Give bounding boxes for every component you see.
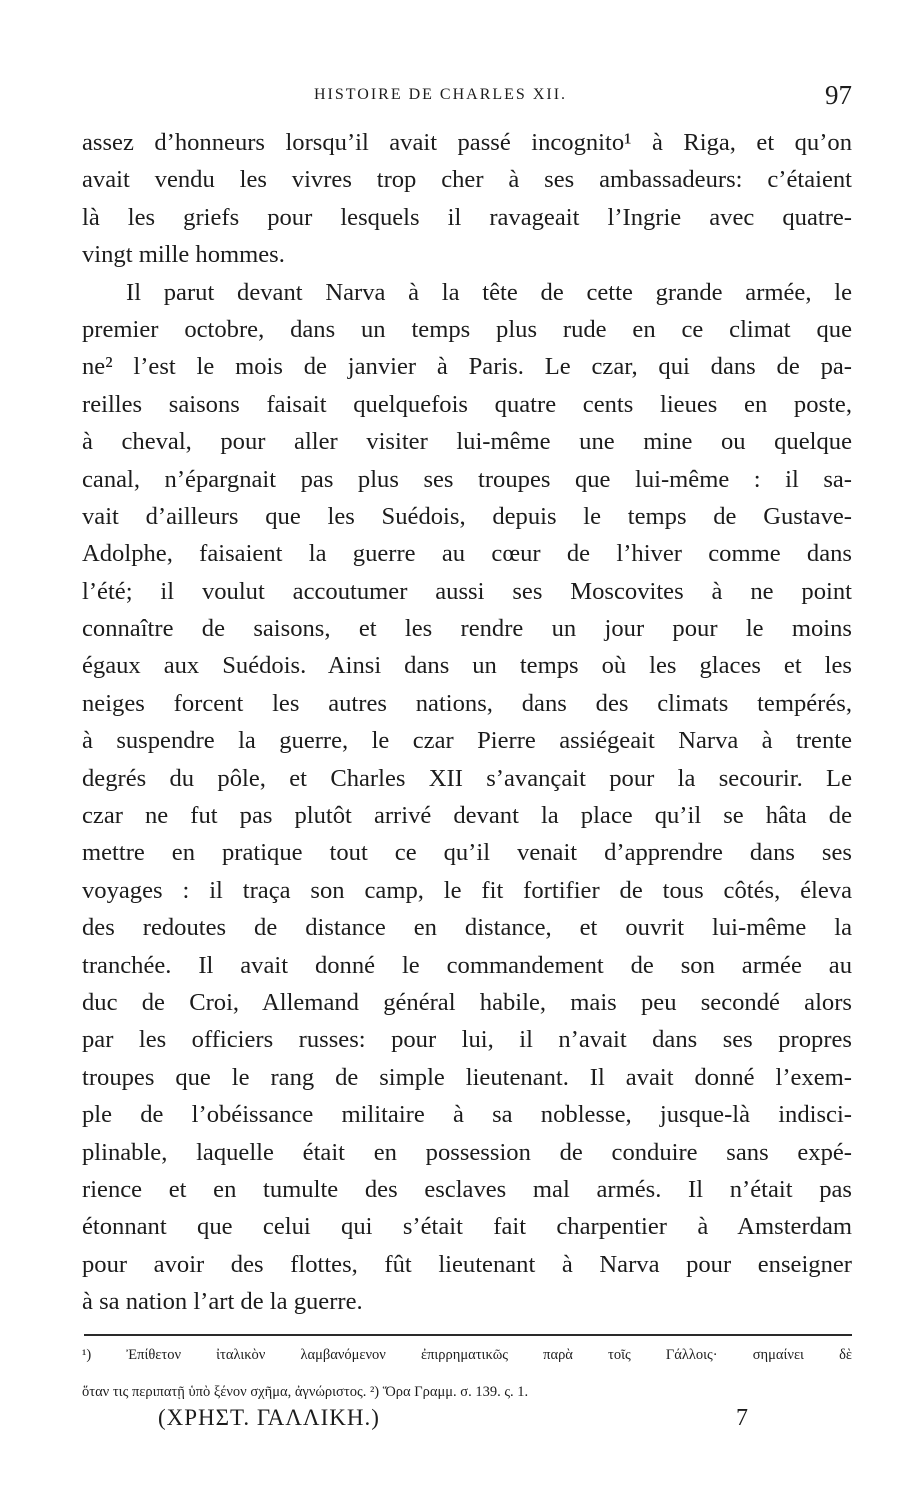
text-line: à suspendre la guerre, le czar Pierre assiégeait Narva à trente bbox=[82, 727, 852, 755]
text-line: là les griefs pour lesquels il ravageait l’Ingrie avec quatre- bbox=[82, 203, 852, 231]
text-line: troupes que le rang de simple lieutenant. Il avait donné l’exem- bbox=[82, 1063, 852, 1091]
text-line: tranchée. Il avait donné le commandement de son armée au bbox=[82, 951, 852, 979]
signature-text: (ΧΡΗΣΤ. ΓΑΛΛΙΚΗ.) bbox=[158, 1405, 380, 1430]
footnote-line: ¹) Ἐπίθετον ἰταλικὸν λαμβανόμενον ἐπιρρηματικῶς παρὰ τοῖς Γάλλοις· σημαίνει δὲ bbox=[82, 1347, 852, 1363]
text-line: avait vendu les vivres trop cher à ses ambassadeurs: c’étaient bbox=[82, 166, 852, 194]
text-line: Il parut devant Narva à la tête de cette grande armée, le bbox=[126, 278, 852, 306]
page-number: 97 bbox=[825, 80, 852, 110]
text-line: premier octobre, dans un temps plus rude en ce climat que bbox=[82, 315, 852, 343]
text-line: rience et en tumulte des esclaves mal armés. Il n’était pas bbox=[82, 1175, 852, 1203]
running-title: HISTOIRE DE CHARLES XII. bbox=[314, 86, 568, 103]
text-line: neiges forcent les autres nations, dans des climats tempérés, bbox=[82, 689, 852, 717]
text-line: plinable, laquelle était en possession de conduire sans expé- bbox=[82, 1138, 852, 1166]
text-line: ne² l’est le mois de janvier à Paris. Le czar, qui dans de pa- bbox=[82, 353, 852, 381]
text-line: degrés du pôle, et Charles XII s’avançait pour la secourir. Le bbox=[82, 764, 852, 792]
text-line: étonnant que celui qui s’était fait charpentier à Amsterdam bbox=[82, 1213, 852, 1241]
text-line: égaux aux Suédois. Ainsi dans un temps où les glaces et les bbox=[82, 652, 852, 680]
page-header bbox=[82, 80, 852, 116]
text-line: à sa nation l’art de la guerre. bbox=[82, 1288, 363, 1316]
text-line: mettre en pratique tout ce qu’il venait d’apprendre dans ses bbox=[82, 839, 852, 867]
text-line: connaître de saisons, et les rendre un jour pour le moins bbox=[82, 615, 852, 643]
footnote-line: ὅταν τις περιπατῇ ὑπὸ ξένον σχῆμα, ἀγνώριστος. ²) Ὅρα Γραμμ. σ. 139. ς. 1. bbox=[82, 1384, 529, 1401]
text-line: czar ne fut pas plutôt arrivé devant la place qu’il se hâta de bbox=[82, 802, 852, 830]
body-text bbox=[82, 124, 852, 1321]
text-line: vingt mille hommes. bbox=[82, 241, 285, 269]
footnote-rule bbox=[84, 1334, 852, 1336]
text-line: des redoutes de distance en distance, et ouvrit lui-même la bbox=[82, 914, 852, 942]
text-line: duc de Croi, Allemand général habile, mais peu secondé alors bbox=[82, 988, 852, 1016]
text-line: voyages : il traça son camp, le fit fortifier de tous côtés, éleva bbox=[82, 876, 852, 904]
text-line: canal, n’épargnait pas plus ses troupes que lui-même : il sa- bbox=[82, 465, 852, 493]
text-line: par les officiers russes: pour lui, il n’avait dans ses propres bbox=[82, 1026, 852, 1054]
signature-number: 7 bbox=[736, 1405, 748, 1431]
text-line: ple de l’obéissance militaire à sa noblesse, jusque-là indisci- bbox=[82, 1101, 852, 1129]
text-line: pour avoir des flottes, fût lieutenant à Narva pour enseigner bbox=[82, 1250, 852, 1278]
text-line: reilles saisons faisait quelquefois quatre cents lieues en poste, bbox=[82, 390, 852, 418]
text-line: assez d’honneurs lorsqu’il avait passé incognito¹ à Riga, et qu’on bbox=[82, 129, 852, 156]
text-line: Adolphe, faisaient la guerre au cœur de l’hiver comme dans bbox=[82, 540, 852, 568]
text-line: à cheval, pour aller visiter lui-même une mine ou quelque bbox=[82, 428, 852, 456]
signature-mark bbox=[96, 1405, 852, 1445]
text-line: l’été; il voulut accoutumer aussi ses Moscovites à ne point bbox=[82, 577, 852, 605]
text-line: vait d’ailleurs que les Suédois, depuis le temps de Gustave- bbox=[82, 502, 852, 530]
